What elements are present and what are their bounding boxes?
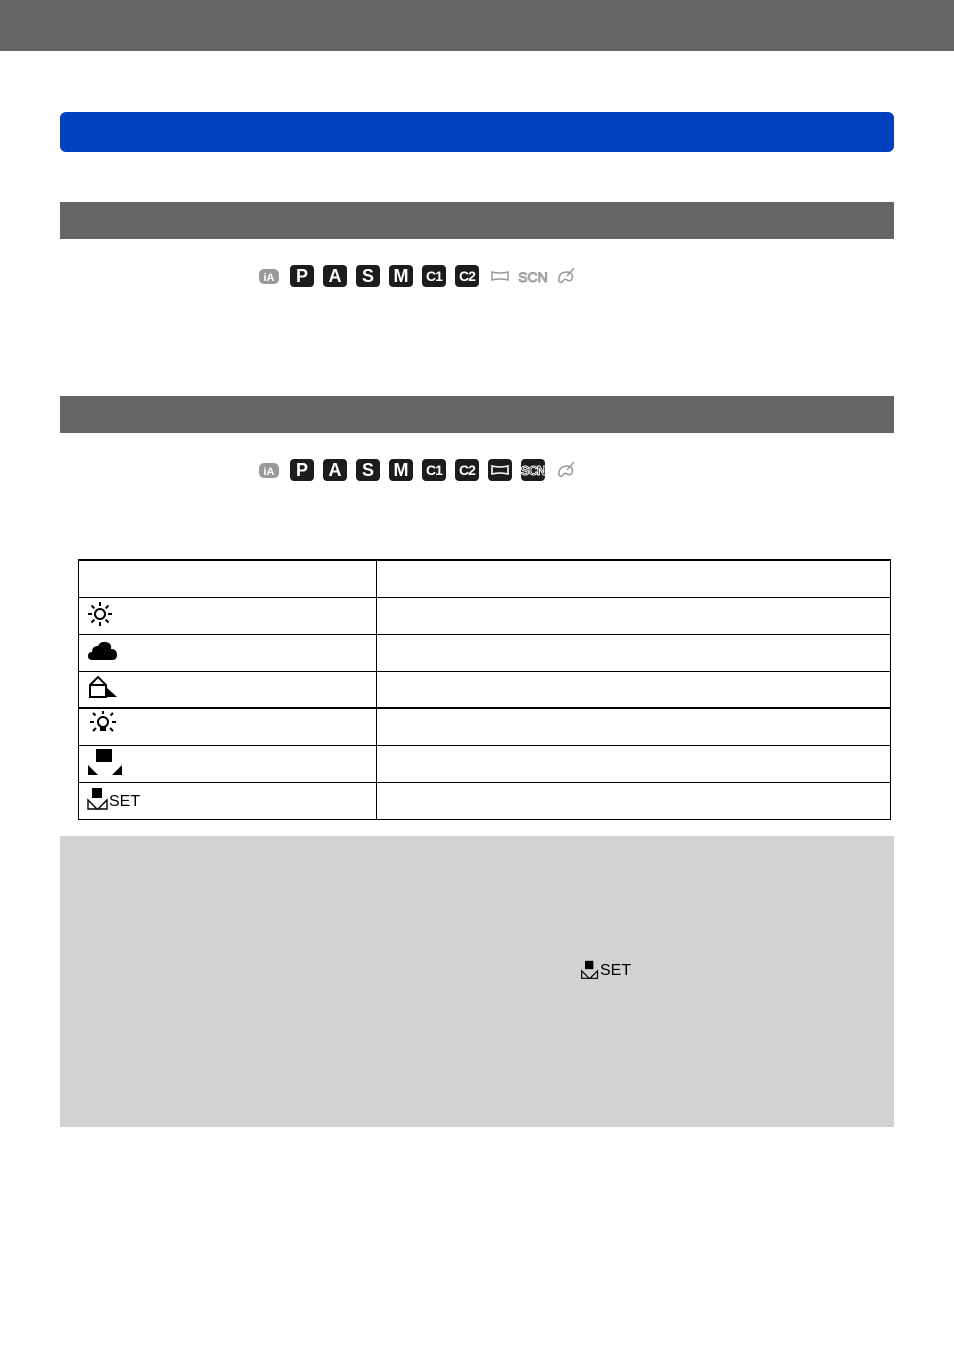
table-row [79,708,891,745]
white-set-custom-icon: SET [87,787,140,811]
note-box [60,836,894,1127]
m-mode-icon: M [389,459,413,481]
svg-text:SCN: SCN [518,269,548,285]
a-mode-icon: A [323,265,347,287]
table-header-cell-2 [377,560,891,597]
title-banner [60,112,894,152]
creative-control-icon [554,459,578,481]
panorama-mode-icon [488,459,512,481]
incandescent-icon [87,724,119,743]
cloudy-icon [87,648,119,667]
table-row [79,782,891,819]
p-mode-icon: P [290,459,314,481]
ia-mode-icon [257,265,281,287]
panorama-mode-icon [488,265,512,287]
c2-mode-icon: C2 [455,459,479,481]
svg-text:iA: iA [263,466,275,478]
table-header-cell-1 [79,560,377,597]
a-mode-icon: A [323,459,347,481]
white-set-icon [87,761,123,780]
table-header-row [79,560,891,597]
p-mode-icon: P [290,265,314,287]
c1-mode-icon: C1 [422,265,446,287]
svg-text:iA: iA [263,272,275,284]
shade-icon [87,685,119,704]
c2-mode-icon: C2 [455,265,479,287]
white-balance-table [78,559,891,820]
s-mode-icon: S [356,265,380,287]
note-set-label: SET [600,962,632,979]
table-row [79,671,891,708]
creative-control-icon [554,265,578,287]
section-bar-2 [60,396,894,433]
mode-icons-row-2 [257,458,587,482]
top-bar [0,0,954,51]
s-mode-icon: S [356,459,380,481]
c1-mode-icon: C1 [422,459,446,481]
svg-text:SCN: SCN [520,463,546,478]
sunny-icon [87,612,113,631]
scn-mode-icon [521,459,545,481]
table-row [79,634,891,671]
scn-mode-icon [518,265,548,287]
white-set-custom-icon [580,960,631,980]
section-bar-1 [60,202,894,239]
m-mode-icon: M [389,265,413,287]
table-row [79,745,891,782]
mode-icons-row-1 [257,264,587,288]
table-row [79,597,891,634]
ia-mode-icon [257,459,281,481]
